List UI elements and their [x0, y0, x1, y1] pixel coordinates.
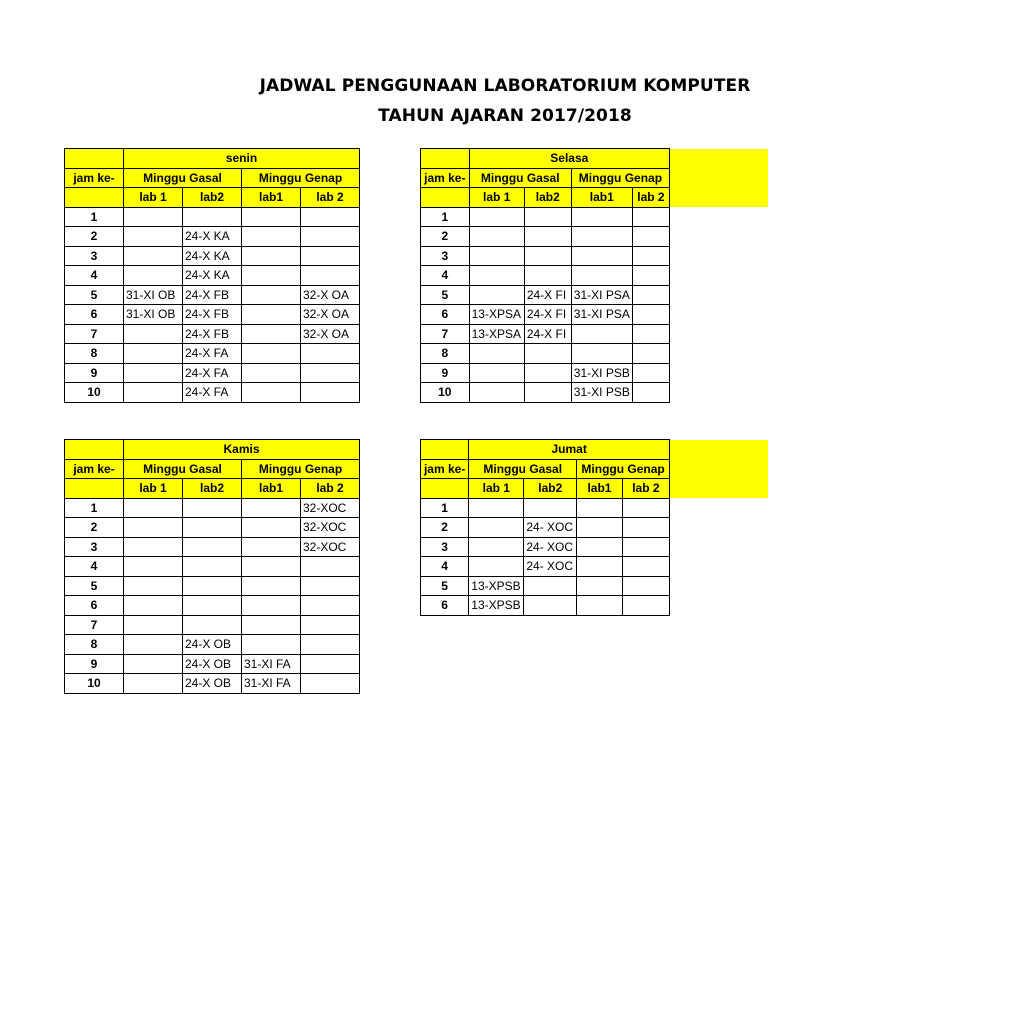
- schedule-cell: 24-X KA: [183, 246, 242, 266]
- schedule-cell: [301, 576, 360, 596]
- header-row-day: [65, 149, 360, 169]
- day-name: senin: [124, 149, 360, 169]
- header-row-lab: [421, 479, 670, 499]
- schedule-cell: [622, 498, 669, 518]
- schedule-cell: [577, 576, 623, 596]
- lab-header: lab2: [524, 479, 577, 499]
- schedule-cell: [242, 518, 301, 538]
- schedule-cell: 13-XPSA: [469, 305, 524, 325]
- minggu-gasal-header: Minggu Gasal: [469, 168, 571, 188]
- schedule-table-kamis: [64, 439, 360, 694]
- schedule-cell: [124, 674, 183, 694]
- schedule-cell: [124, 596, 183, 616]
- schedule-cell: [242, 227, 301, 247]
- schedule-cell: [124, 537, 183, 557]
- header-row-week: [421, 459, 670, 479]
- day-name: Selasa: [469, 149, 669, 169]
- jam-number: 1: [421, 207, 470, 227]
- table-row: [65, 363, 360, 383]
- table-row: [65, 246, 360, 266]
- table-row: [65, 654, 360, 674]
- table-row: [65, 227, 360, 247]
- schedule-table-selasa: [420, 148, 670, 403]
- jam-number: 4: [65, 266, 124, 286]
- schedule-cell: [301, 596, 360, 616]
- schedule-cell: 24-X FA: [183, 363, 242, 383]
- schedule-cell: [632, 285, 669, 305]
- schedule-cell: [301, 227, 360, 247]
- lab-header: lab1: [577, 479, 623, 499]
- schedule-cell: [632, 207, 669, 227]
- jam-header: jam ke-: [65, 459, 124, 479]
- table-row: [65, 557, 360, 577]
- jam-header: jam ke-: [65, 168, 124, 188]
- table-row: [421, 246, 670, 266]
- schedule-cell: 32-X OA: [301, 324, 360, 344]
- schedule-cell: [577, 596, 623, 616]
- header-row-day: [421, 440, 670, 460]
- minggu-genap-header: Minggu Genap: [577, 459, 670, 479]
- jam-number: 3: [65, 246, 124, 266]
- schedule-cell: [301, 654, 360, 674]
- schedule-cell: [524, 596, 577, 616]
- jam-number: 4: [65, 557, 124, 577]
- schedule-cell: [242, 285, 301, 305]
- table-row: [65, 207, 360, 227]
- jam-number: 7: [421, 324, 470, 344]
- jam-number: 9: [65, 363, 124, 383]
- schedule-cell: [469, 363, 524, 383]
- schedule-cell: [577, 498, 623, 518]
- schedule-cell: 32-X OA: [301, 285, 360, 305]
- header-row-week: [65, 168, 360, 188]
- header-row-lab: [65, 479, 360, 499]
- minggu-gasal-header: Minggu Gasal: [469, 459, 577, 479]
- schedule-cell: [301, 674, 360, 694]
- schedule-cell: 24-X FB: [183, 324, 242, 344]
- jam-number: 6: [65, 305, 124, 325]
- header-cell-blank: [421, 479, 469, 499]
- header-row-day: [65, 440, 360, 460]
- header-highlight-band: [670, 149, 768, 207]
- schedule-cell: [577, 518, 623, 538]
- lab-header: lab 1: [469, 479, 524, 499]
- table-row: [65, 596, 360, 616]
- jam-number: 8: [421, 344, 470, 364]
- schedule-cell: [632, 305, 669, 325]
- schedule-cell: [469, 383, 524, 403]
- schedule-cell: [183, 596, 242, 616]
- schedule-cell: [124, 383, 183, 403]
- schedule-cell: [183, 557, 242, 577]
- schedule-cell: [622, 557, 669, 577]
- schedule-cell: [632, 324, 669, 344]
- document-subtitle: TAHUN AJARAN 2017/2018: [378, 106, 632, 126]
- schedule-cell: [124, 227, 183, 247]
- schedule-cell: [469, 344, 524, 364]
- schedule-cell: [524, 344, 571, 364]
- header-cell-blank: [421, 188, 470, 208]
- schedule-cell: [301, 557, 360, 577]
- lab-header: lab2: [183, 188, 242, 208]
- schedule-cell: [183, 518, 242, 538]
- table-row: [421, 383, 670, 403]
- schedule-cell: [469, 266, 524, 286]
- lab-header: lab1: [571, 188, 632, 208]
- minggu-gasal-header: Minggu Gasal: [124, 168, 242, 188]
- schedule-cell: [124, 498, 183, 518]
- schedule-cell: [301, 363, 360, 383]
- schedule-cell: [242, 266, 301, 286]
- schedule-cell: 31-XI PSA: [571, 305, 632, 325]
- jam-number: 10: [421, 383, 470, 403]
- schedule-cell: [124, 576, 183, 596]
- schedule-cell: 24-X FA: [183, 344, 242, 364]
- schedule-cell: [524, 227, 571, 247]
- schedule-cell: [301, 207, 360, 227]
- jam-number: 5: [421, 576, 469, 596]
- jam-number: 2: [421, 227, 470, 247]
- table-row: [65, 615, 360, 635]
- schedule-cell: [124, 557, 183, 577]
- schedule-cell: 31-XI PSA: [571, 285, 632, 305]
- schedule-cell: [242, 615, 301, 635]
- lab-header: lab 2: [632, 188, 669, 208]
- schedule-cell: [577, 557, 623, 577]
- lab-header: lab 1: [469, 188, 524, 208]
- schedule-cell: [124, 654, 183, 674]
- schedule-cell: 31-XI PSB: [571, 363, 632, 383]
- jam-number: 8: [65, 344, 124, 364]
- table-row: [421, 557, 670, 577]
- lab-header: lab1: [242, 188, 301, 208]
- table-row: [65, 285, 360, 305]
- schedule-cell: [124, 207, 183, 227]
- schedule-cell: [242, 537, 301, 557]
- table-row: [65, 383, 360, 403]
- jam-number: 3: [65, 537, 124, 557]
- table-row: [421, 576, 670, 596]
- jam-number: 3: [421, 537, 469, 557]
- schedule-cell: 13-XPSB: [469, 576, 524, 596]
- minggu-genap-header: Minggu Genap: [242, 168, 360, 188]
- minggu-gasal-header: Minggu Gasal: [124, 459, 242, 479]
- schedule-cell: 31-XI OB: [124, 305, 183, 325]
- header-row-week: [65, 459, 360, 479]
- lab-header: lab1: [242, 479, 301, 499]
- jam-number: 9: [421, 363, 470, 383]
- header-cell-blank: [65, 479, 124, 499]
- table-row: [65, 635, 360, 655]
- schedule-cell: [124, 324, 183, 344]
- jam-number: 6: [421, 596, 469, 616]
- lab-header: lab 2: [301, 188, 360, 208]
- schedule-cell: 31-XI FA: [242, 674, 301, 694]
- schedule-cell: [242, 305, 301, 325]
- schedule-cell: [242, 324, 301, 344]
- schedule-cell: 24-X FA: [183, 383, 242, 403]
- header-row-week: [421, 168, 670, 188]
- table-row: [65, 324, 360, 344]
- jam-number: 1: [65, 498, 124, 518]
- jam-number: 1: [65, 207, 124, 227]
- schedule-cell: 32-XOC: [301, 498, 360, 518]
- schedule-cell: [124, 615, 183, 635]
- jam-number: 4: [421, 266, 470, 286]
- schedule-cell: 24-X FI: [524, 285, 571, 305]
- schedule-cell: [183, 615, 242, 635]
- table-row: [421, 227, 670, 247]
- schedule-table-jumat: [420, 439, 670, 616]
- header-cell-blank: [65, 188, 124, 208]
- schedule-cell: [632, 246, 669, 266]
- schedule-cell: [301, 635, 360, 655]
- jam-number: 10: [65, 674, 124, 694]
- schedule-cell: [571, 266, 632, 286]
- schedule-cell: 24-X OB: [183, 674, 242, 694]
- schedule-cell: 13-XPSB: [469, 596, 524, 616]
- schedule-cell: [524, 207, 571, 227]
- table-row: [421, 266, 670, 286]
- day-name: Jumat: [469, 440, 670, 460]
- lab-header: lab 1: [124, 188, 183, 208]
- document-title: JADWAL PENGGUNAAN LABORATORIUM KOMPUTER: [259, 76, 751, 96]
- schedule-cell: [632, 227, 669, 247]
- schedule-cell: 24-X KA: [183, 227, 242, 247]
- schedule-cell: [469, 207, 524, 227]
- jam-number: 7: [65, 615, 124, 635]
- table-row: [421, 207, 670, 227]
- minggu-genap-header: Minggu Genap: [242, 459, 360, 479]
- table-row: [65, 537, 360, 557]
- table-row: [65, 266, 360, 286]
- table-row: [421, 498, 670, 518]
- schedule-cell: [183, 576, 242, 596]
- schedule-table-senin: [64, 148, 360, 403]
- schedule-cell: [242, 246, 301, 266]
- day-name: Kamis: [124, 440, 360, 460]
- jam-number: 5: [65, 576, 124, 596]
- jam-number: 6: [65, 596, 124, 616]
- minggu-genap-header: Minggu Genap: [571, 168, 669, 188]
- schedule-cell: [571, 344, 632, 364]
- schedule-cell: [571, 227, 632, 247]
- schedule-cell: [622, 576, 669, 596]
- schedule-cell: [301, 266, 360, 286]
- lab-header: lab 2: [622, 479, 669, 499]
- table-row: [421, 596, 670, 616]
- lab-header: lab 1: [124, 479, 183, 499]
- jam-number: 5: [65, 285, 124, 305]
- header-cell-blank: [421, 440, 469, 460]
- schedule-cell: [124, 518, 183, 538]
- schedule-cell: 31-XI PSB: [571, 383, 632, 403]
- schedule-cell: 24- XOC: [524, 537, 577, 557]
- schedule-cell: 24-X OB: [183, 635, 242, 655]
- schedule-cell: [524, 576, 577, 596]
- schedule-cell: 32-X OA: [301, 305, 360, 325]
- schedule-cell: [469, 557, 524, 577]
- schedule-cell: [242, 635, 301, 655]
- jam-header: jam ke-: [421, 168, 470, 188]
- schedule-cell: [632, 266, 669, 286]
- schedule-cell: [469, 498, 524, 518]
- schedule-cell: [301, 615, 360, 635]
- schedule-cell: 24-X FI: [524, 324, 571, 344]
- schedule-cell: 32-XOC: [301, 537, 360, 557]
- schedule-cell: [632, 383, 669, 403]
- schedule-cell: [183, 537, 242, 557]
- jam-number: 4: [421, 557, 469, 577]
- table-row: [65, 674, 360, 694]
- jam-number: 6: [421, 305, 470, 325]
- jam-header: jam ke-: [421, 459, 469, 479]
- schedule-cell: [301, 383, 360, 403]
- schedule-cell: [242, 207, 301, 227]
- schedule-cell: [469, 227, 524, 247]
- schedule-cell: 24- XOC: [524, 557, 577, 577]
- header-cell-blank: [65, 440, 124, 460]
- table-row: [65, 305, 360, 325]
- schedule-cell: [571, 207, 632, 227]
- table-row: [65, 518, 360, 538]
- schedule-cell: [242, 596, 301, 616]
- lab-header: lab2: [183, 479, 242, 499]
- schedule-cell: [469, 537, 524, 557]
- schedule-cell: [524, 246, 571, 266]
- schedule-cell: [571, 246, 632, 266]
- schedule-cell: [242, 576, 301, 596]
- jam-number: 9: [65, 654, 124, 674]
- table-row: [421, 305, 670, 325]
- schedule-cell: [124, 266, 183, 286]
- schedule-cell: 24- XOC: [524, 518, 577, 538]
- header-row-day: [421, 149, 670, 169]
- schedule-cell: [183, 498, 242, 518]
- schedule-cell: [469, 518, 524, 538]
- schedule-cell: [524, 363, 571, 383]
- schedule-cell: 24-X FB: [183, 285, 242, 305]
- jam-number: 1: [421, 498, 469, 518]
- schedule-cell: [622, 518, 669, 538]
- schedule-cell: 24-X FB: [183, 305, 242, 325]
- table-row: [421, 363, 670, 383]
- schedule-cell: [124, 363, 183, 383]
- jam-number: 10: [65, 383, 124, 403]
- schedule-cell: [301, 246, 360, 266]
- header-cell-blank: [65, 149, 124, 169]
- schedule-cell: [183, 207, 242, 227]
- schedule-cell: [242, 498, 301, 518]
- table-row: [421, 285, 670, 305]
- header-row-lab: [65, 188, 360, 208]
- schedule-cell: 24-X KA: [183, 266, 242, 286]
- jam-number: 7: [65, 324, 124, 344]
- schedule-cell: [242, 383, 301, 403]
- schedule-cell: 13-XPSA: [469, 324, 524, 344]
- schedule-cell: 24-X OB: [183, 654, 242, 674]
- table-row: [421, 537, 670, 557]
- lab-header: lab 2: [301, 479, 360, 499]
- jam-number: 3: [421, 246, 470, 266]
- schedule-cell: [124, 246, 183, 266]
- schedule-cell: [242, 557, 301, 577]
- schedule-cell: [571, 324, 632, 344]
- schedule-cell: [124, 635, 183, 655]
- schedule-cell: [469, 285, 524, 305]
- schedule-cell: 31-XI FA: [242, 654, 301, 674]
- table-row: [65, 344, 360, 364]
- schedule-cell: 24-X FI: [524, 305, 571, 325]
- schedule-cell: [242, 363, 301, 383]
- schedule-cell: [524, 498, 577, 518]
- schedule-cell: [301, 344, 360, 364]
- table-row: [421, 344, 670, 364]
- schedule-cell: [524, 383, 571, 403]
- table-row: [421, 518, 670, 538]
- jam-number: 5: [421, 285, 470, 305]
- schedule-cell: [622, 596, 669, 616]
- schedule-cell: 31-XI OB: [124, 285, 183, 305]
- title-area: [0, 70, 751, 130]
- schedule-cell: [577, 537, 623, 557]
- schedule-cell: [632, 344, 669, 364]
- header-highlight-band: [670, 440, 768, 498]
- table-row: [65, 498, 360, 518]
- header-cell-blank: [421, 149, 470, 169]
- lab-header: lab2: [524, 188, 571, 208]
- schedule-cell: [469, 246, 524, 266]
- table-row: [65, 576, 360, 596]
- jam-number: 2: [421, 518, 469, 538]
- schedule-cell: 32-XOC: [301, 518, 360, 538]
- schedule-cell: [524, 266, 571, 286]
- schedule-cell: [242, 344, 301, 364]
- jam-number: 2: [65, 518, 124, 538]
- jam-number: 8: [65, 635, 124, 655]
- jam-number: 2: [65, 227, 124, 247]
- table-row: [421, 324, 670, 344]
- schedule-cell: [632, 363, 669, 383]
- schedule-cell: [124, 344, 183, 364]
- schedule-cell: [622, 537, 669, 557]
- header-row-lab: [421, 188, 670, 208]
